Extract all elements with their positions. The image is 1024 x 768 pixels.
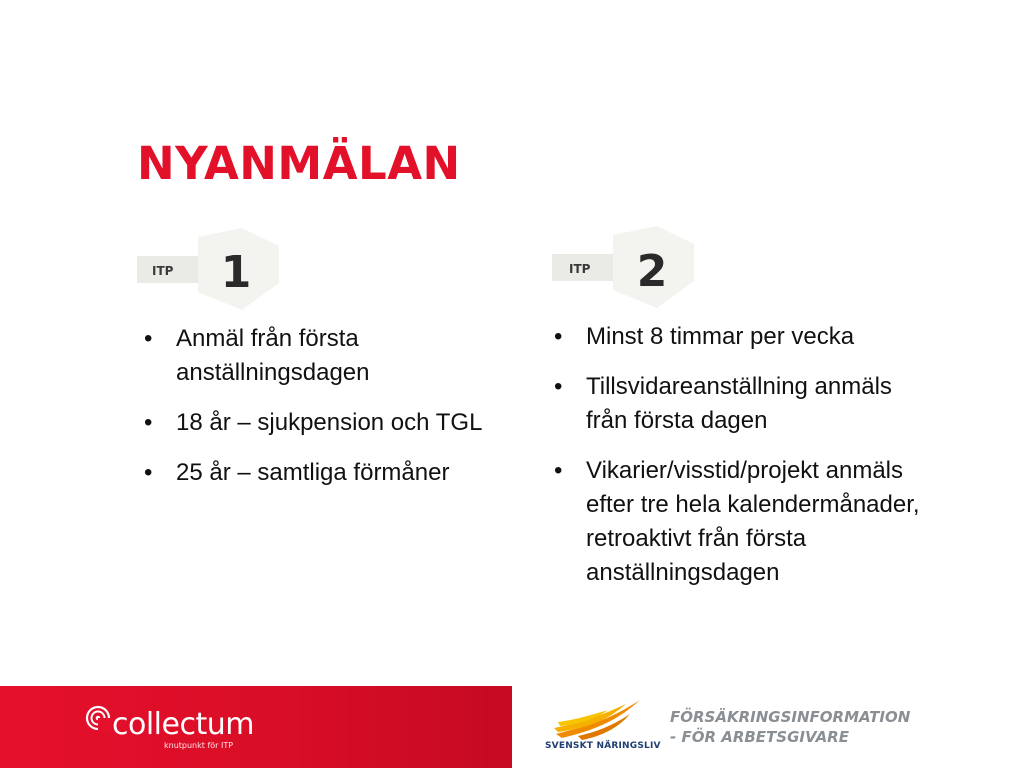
bird-wings-logo-icon [548, 698, 644, 742]
itp1-badge [134, 226, 284, 311]
list-item: • Anmäl från första anställningsdagen [140, 322, 520, 390]
itp1-badge-number: 1 [220, 247, 252, 298]
collectum-logo-text: collectum [112, 707, 254, 742]
list-item: • 25 år – samtliga förmåner [140, 456, 520, 490]
list-item: • Vikarier/visstid/projekt anmäls efter tre hela kalendermånader, retroaktivt från första anställningsdagen [550, 454, 930, 590]
hexagon-badge-icon [134, 226, 284, 311]
itp1-bullet-list [140, 322, 520, 506]
list-item: • Minst 8 timmar per vecka [550, 320, 930, 354]
svenskt-naringsliv-label: SVENSKT NÄRINGSLIV [545, 741, 661, 751]
itp2-badge-number: 2 [636, 246, 668, 297]
footer-info-line: - FÖR ARBETSGIVARE [670, 728, 849, 746]
itp2-bullet-list [550, 320, 930, 606]
list-item: • Tillsvidareanställning anmäls från första dagen [550, 370, 930, 438]
list-item: • 18 år – sjukpension och TGL [140, 406, 520, 440]
footer-red-band [0, 686, 512, 768]
hexagon-badge-icon [549, 224, 699, 309]
page-title: NYANMÄLAN [137, 137, 461, 190]
collectum-tagline: knutpunkt för ITP [164, 741, 234, 750]
itp1-badge-label: ITP [152, 264, 174, 278]
collectum-swirl-logo-icon [84, 704, 114, 732]
footer-info-line: FÖRSÄKRINGSINFORMATION [670, 708, 911, 726]
itp2-badge [549, 224, 699, 309]
footer-info-text [670, 707, 910, 747]
itp2-badge-label: ITP [569, 262, 591, 276]
